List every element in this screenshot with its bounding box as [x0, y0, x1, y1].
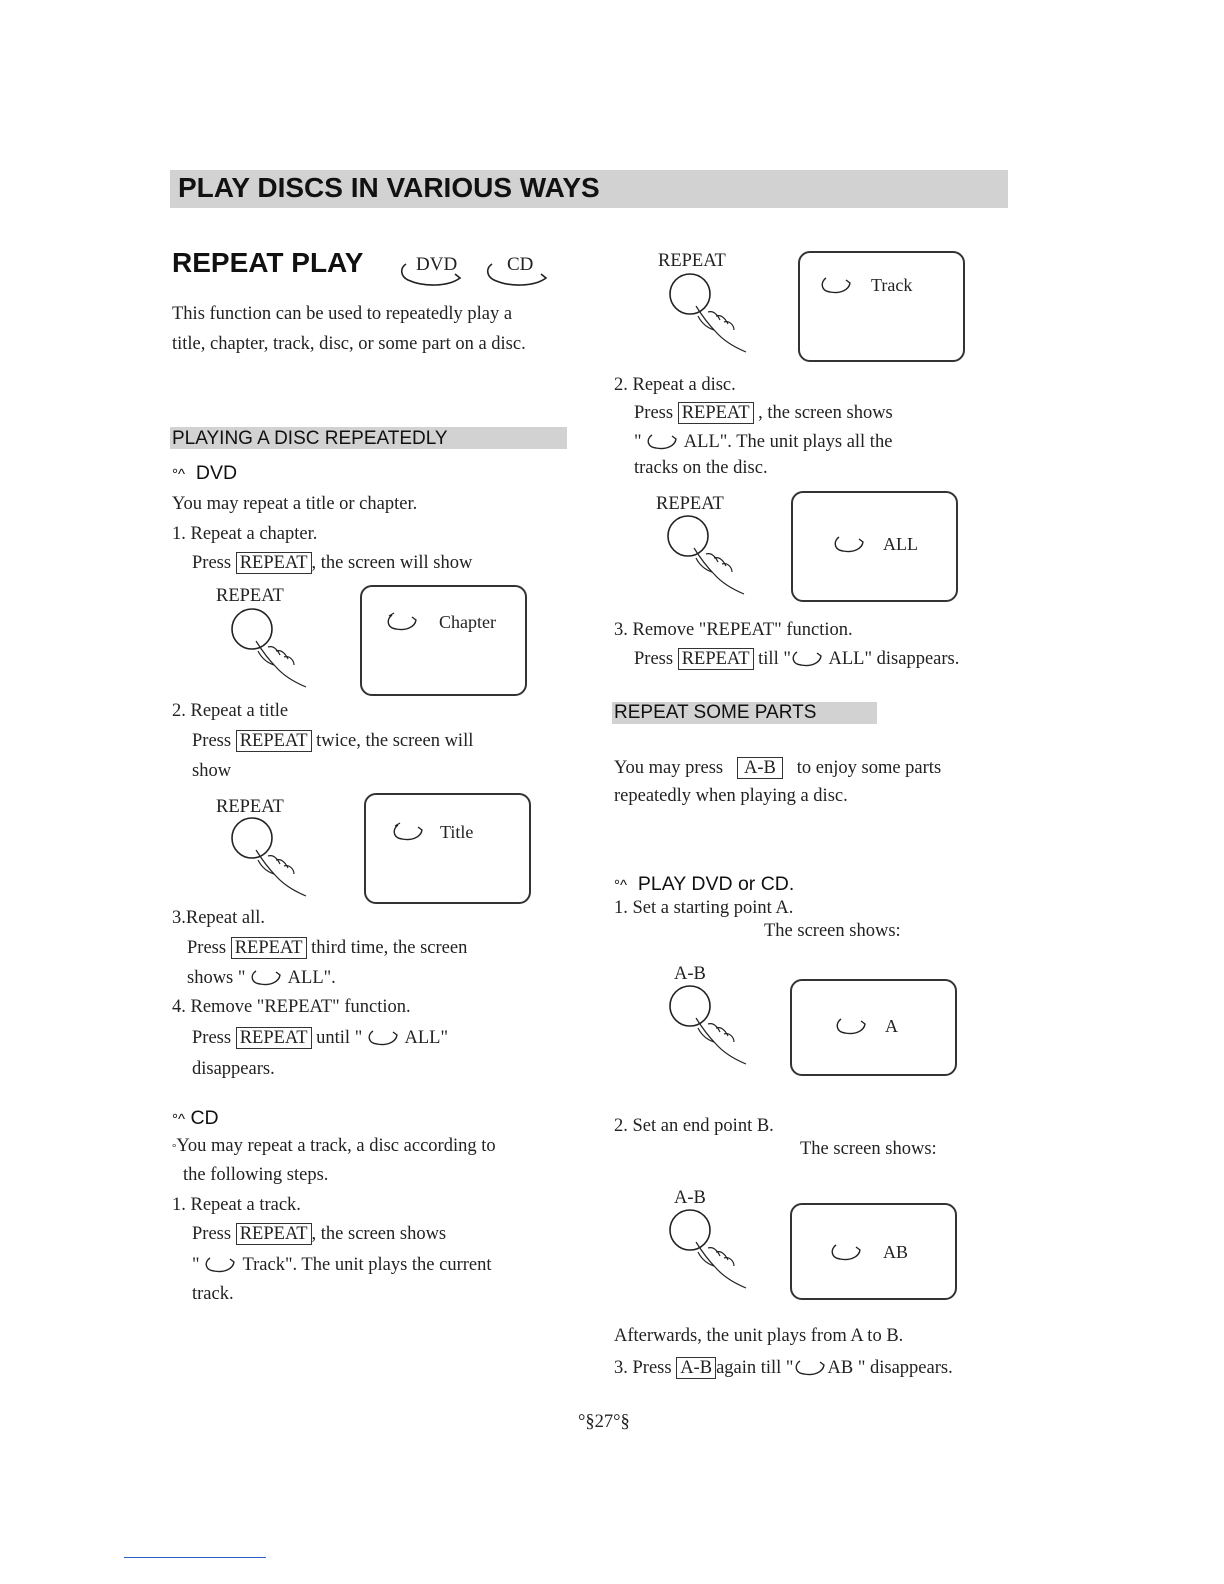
cd-badge-label: CD	[507, 254, 534, 275]
text: Press	[187, 938, 227, 958]
repeat-key: REPEAT	[678, 648, 754, 670]
screen-display	[798, 251, 965, 362]
screen-text-a: A	[885, 1016, 898, 1036]
ab3-line	[614, 1358, 953, 1378]
text: , the screen shows	[758, 403, 893, 423]
ab1-title: 1. Set a starting point A.	[614, 898, 794, 918]
hand-press-icon	[668, 272, 758, 356]
bullet-glyph: °^	[172, 1111, 186, 1128]
screen-display	[790, 1203, 957, 1300]
screen-display	[360, 585, 527, 696]
repeat-arc-icon	[835, 1016, 869, 1036]
ab-button-label: A-B	[674, 964, 706, 984]
text: ALL". The unit plays all the	[683, 432, 893, 452]
cd-mark: °	[172, 1142, 177, 1154]
hand-press-icon	[228, 816, 318, 898]
parts-line-2: repeatedly when playing a disc.	[614, 786, 848, 806]
ab2-title: 2. Set an end point B.	[614, 1116, 774, 1136]
text: twice, the screen will	[316, 731, 474, 751]
cd3-line	[634, 649, 959, 669]
dvd-label: DVD	[195, 462, 238, 484]
text: Press	[634, 403, 674, 423]
repeat-key: REPEAT	[678, 402, 754, 424]
step3-line	[187, 939, 467, 958]
text: ALL"	[404, 1028, 449, 1048]
screen-text-track: Track	[871, 275, 913, 295]
text: ALL" disappears.	[828, 649, 960, 669]
hand-press-icon	[668, 984, 758, 1068]
section-heading-playing: PLAYING A DISC REPEATEDLY	[172, 428, 448, 449]
repeat-arc-icon	[386, 612, 420, 632]
cd-label: CD	[190, 1107, 219, 1129]
hand-press-icon	[666, 514, 756, 598]
text: "	[192, 1255, 200, 1275]
dvd-badge	[398, 254, 468, 286]
step2-title: 2. Repeat a title	[172, 701, 289, 721]
screen-text-all: ALL	[883, 534, 918, 554]
step4-title: 4. Remove "REPEAT" function.	[172, 997, 411, 1017]
afterwards-line: Afterwards, the unit plays from A to B.	[614, 1326, 904, 1346]
text: You may repeat a track, a disc according to	[176, 1136, 496, 1156]
screen-display	[790, 979, 957, 1076]
repeat-arc-icon	[392, 822, 426, 842]
text: shows "	[187, 968, 246, 988]
ab-key: A-B	[676, 1357, 716, 1379]
ab2-shows: The screen shows:	[800, 1139, 937, 1159]
bullet-glyph: °^	[614, 877, 628, 894]
dvd-subheading	[172, 462, 237, 485]
screen-text-title: Title	[440, 822, 474, 842]
text: until "	[316, 1028, 363, 1048]
cd-intro-2: the following steps.	[183, 1165, 329, 1185]
footer-rule	[124, 1557, 266, 1558]
page-number: °§27°§	[578, 1412, 630, 1432]
cd-subheading	[172, 1107, 219, 1130]
cd-badge	[484, 254, 554, 286]
screen-display	[791, 491, 958, 602]
repeat-arc-icon	[833, 534, 867, 554]
repeat-arc-icon	[794, 1358, 828, 1376]
cd1-track: track.	[192, 1284, 234, 1304]
repeat-key: REPEAT	[236, 1027, 312, 1049]
text: , the screen will show	[311, 553, 473, 573]
text: , the screen shows	[311, 1224, 447, 1244]
hand-press-icon	[668, 1208, 758, 1292]
ab-button-label: A-B	[674, 1188, 706, 1208]
text: till "	[758, 649, 791, 669]
play-label: PLAY DVD or CD.	[637, 873, 795, 895]
text: to enjoy some parts	[796, 758, 942, 778]
repeat-key: REPEAT	[236, 1223, 312, 1245]
cd2-line	[634, 404, 893, 423]
ab1-shows: The screen shows:	[764, 921, 901, 941]
repeat-arc-icon	[250, 968, 284, 986]
step4-line	[192, 1028, 448, 1048]
repeat-arc-icon	[820, 275, 854, 295]
repeat-arc-icon	[830, 1242, 864, 1262]
step4-disappears: disappears.	[192, 1059, 275, 1079]
intro-line-1: This function can be used to repeatedly play a	[172, 304, 513, 324]
cd3-title: 3. Remove "REPEAT" function.	[614, 620, 853, 640]
step2-line	[192, 732, 473, 751]
repeat-key: REPEAT	[231, 937, 307, 959]
repeat-key: REPEAT	[236, 552, 312, 574]
text: Press	[634, 649, 674, 669]
text: Press	[192, 731, 232, 751]
repeat-button-label: REPEAT	[658, 251, 726, 271]
text: AB " disappears.	[827, 1358, 953, 1378]
text: Track". The unit plays the current	[242, 1255, 492, 1275]
step3-shows	[187, 968, 336, 988]
step2-show: show	[192, 761, 232, 781]
text: Press	[192, 1224, 232, 1244]
cd-intro-1	[172, 1137, 496, 1156]
text: 3. Press	[614, 1358, 672, 1378]
cd2-shows	[634, 432, 892, 452]
repeat-arc-icon	[367, 1028, 401, 1046]
intro-line-2: title, chapter, track, disc, or some part on a disc.	[172, 334, 526, 354]
cd1-title: 1. Repeat a track.	[172, 1195, 301, 1215]
section-heading-parts: REPEAT SOME PARTS	[614, 702, 817, 723]
repeat-play-heading: REPEAT PLAY	[172, 247, 364, 278]
text: Press	[192, 1028, 232, 1048]
screen-text-ab: AB	[883, 1242, 909, 1262]
cd1-line	[192, 1225, 446, 1244]
cd2-title: 2. Repeat a disc.	[614, 375, 736, 395]
repeat-arc-icon	[791, 649, 825, 667]
screen-display	[364, 793, 531, 904]
text: Press	[192, 553, 232, 573]
page-title: PLAY DISCS IN VARIOUS WAYS	[178, 172, 600, 203]
ab-key: A-B	[737, 757, 783, 779]
repeat-arc-icon	[646, 432, 680, 450]
hand-press-icon	[228, 607, 318, 689]
text: ALL".	[287, 968, 336, 988]
play-subheading	[614, 873, 794, 896]
repeat-button-label: REPEAT	[216, 586, 284, 606]
bullet-glyph: °^	[172, 466, 186, 483]
screen-text-chapter: Chapter	[439, 612, 496, 632]
dvd-intro: You may repeat a title or chapter.	[172, 494, 418, 514]
parts-line-1	[614, 759, 941, 778]
repeat-button-label: REPEAT	[216, 797, 284, 817]
cd1-shows	[192, 1255, 492, 1275]
step3-title: 3.Repeat all.	[172, 908, 265, 928]
dvd-badge-label: DVD	[416, 254, 458, 275]
text: again till "	[716, 1358, 794, 1378]
repeat-key: REPEAT	[236, 730, 312, 752]
text: You may press	[614, 758, 724, 778]
repeat-arc-icon	[204, 1255, 238, 1273]
repeat-button-label: REPEAT	[656, 494, 724, 514]
text: "	[634, 432, 642, 452]
step1-line	[192, 554, 472, 573]
cd2-tracks: tracks on the disc.	[634, 458, 768, 478]
step1-title: 1. Repeat a chapter.	[172, 524, 318, 544]
text: third time, the screen	[311, 938, 468, 958]
